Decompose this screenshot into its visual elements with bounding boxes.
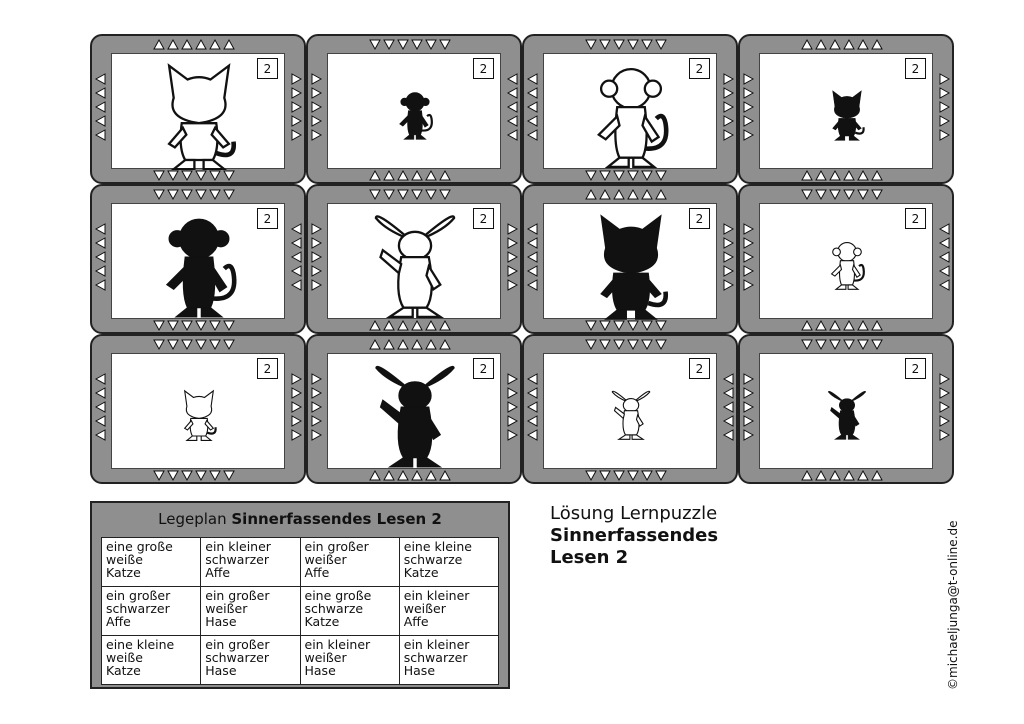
- puzzle-tile: [522, 334, 738, 484]
- tile-number: 2: [473, 58, 494, 79]
- puzzle-tile: [738, 184, 954, 334]
- tile-number: 2: [473, 358, 494, 379]
- legend-row: [102, 587, 499, 636]
- puzzle-tile: [738, 34, 954, 184]
- legend-title: Legeplan Sinnerfassendes Lesen 2: [158, 510, 442, 528]
- puzzle-tile: [522, 34, 738, 184]
- tile-number: 2: [257, 58, 278, 79]
- cat-icon: [112, 54, 286, 170]
- picture-window: [759, 353, 933, 469]
- tile-number: 2: [257, 208, 278, 229]
- rabbit-icon: [328, 354, 502, 470]
- puzzle-tile: [738, 334, 954, 484]
- legend-cell: ein kleiner weißer Hase: [300, 636, 399, 685]
- rabbit-icon: [544, 354, 718, 470]
- legend-cell: ein großer weißer Hase: [201, 587, 300, 636]
- tile-number: 2: [905, 58, 926, 79]
- monkey-icon: [328, 54, 502, 170]
- legend-cell: ein großer schwarzer Hase: [201, 636, 300, 685]
- legend-table: [101, 537, 499, 685]
- legend-cell: eine große weiße Katze: [102, 538, 201, 587]
- legend-cell: ein kleiner schwarzer Affe: [201, 538, 300, 587]
- tile-number: 2: [689, 58, 710, 79]
- monkey-icon: [544, 54, 718, 170]
- heading-line: Sinnerfassendes: [550, 525, 719, 546]
- legend-cell: ein großer weißer Affe: [300, 538, 399, 587]
- puzzle-grid: [90, 34, 954, 484]
- legend-cell: eine kleine weiße Katze: [102, 636, 201, 685]
- cat-icon: [112, 354, 286, 470]
- tile-number: 2: [473, 208, 494, 229]
- puzzle-tile: [90, 334, 306, 484]
- solution-heading: [550, 503, 718, 569]
- cat-icon: [760, 54, 934, 170]
- picture-window: [543, 53, 717, 169]
- tile-number: 2: [257, 358, 278, 379]
- legend-panel: [90, 501, 510, 689]
- monkey-icon: [112, 204, 286, 320]
- monkey-icon: [760, 204, 934, 320]
- copyright-text: ©michaeljunga@t-online.de: [946, 520, 960, 690]
- picture-window: [327, 353, 501, 469]
- puzzle-tile: [306, 184, 522, 334]
- tile-number: 2: [905, 208, 926, 229]
- picture-window: [327, 203, 501, 319]
- tile-number: 2: [905, 358, 926, 379]
- cat-icon: [544, 204, 718, 320]
- legend-row: [102, 636, 499, 685]
- picture-window: [543, 353, 717, 469]
- legend-cell: eine kleine schwarze Katze: [399, 538, 498, 587]
- legend-cell: ein kleiner weißer Affe: [399, 587, 498, 636]
- rabbit-icon: [760, 354, 934, 470]
- picture-window: [543, 203, 717, 319]
- puzzle-tile: [522, 184, 738, 334]
- legend-row: [102, 538, 499, 587]
- picture-window: [111, 203, 285, 319]
- picture-window: [111, 353, 285, 469]
- heading-line: Lesen 2: [550, 547, 629, 568]
- puzzle-tile: [306, 334, 522, 484]
- picture-window: [759, 53, 933, 169]
- heading-line: Lösung Lernpuzzle: [550, 503, 718, 524]
- tile-number: 2: [689, 208, 710, 229]
- puzzle-tile: [306, 34, 522, 184]
- picture-window: [759, 203, 933, 319]
- legend-cell: ein großer schwarzer Affe: [102, 587, 201, 636]
- tile-number: 2: [689, 358, 710, 379]
- rabbit-icon: [328, 204, 502, 320]
- legend-cell: ein kleiner schwarzer Hase: [399, 636, 498, 685]
- puzzle-tile: [90, 34, 306, 184]
- picture-window: [327, 53, 501, 169]
- picture-window: [111, 53, 285, 169]
- puzzle-tile: [90, 184, 306, 334]
- legend-cell: eine große schwarze Katze: [300, 587, 399, 636]
